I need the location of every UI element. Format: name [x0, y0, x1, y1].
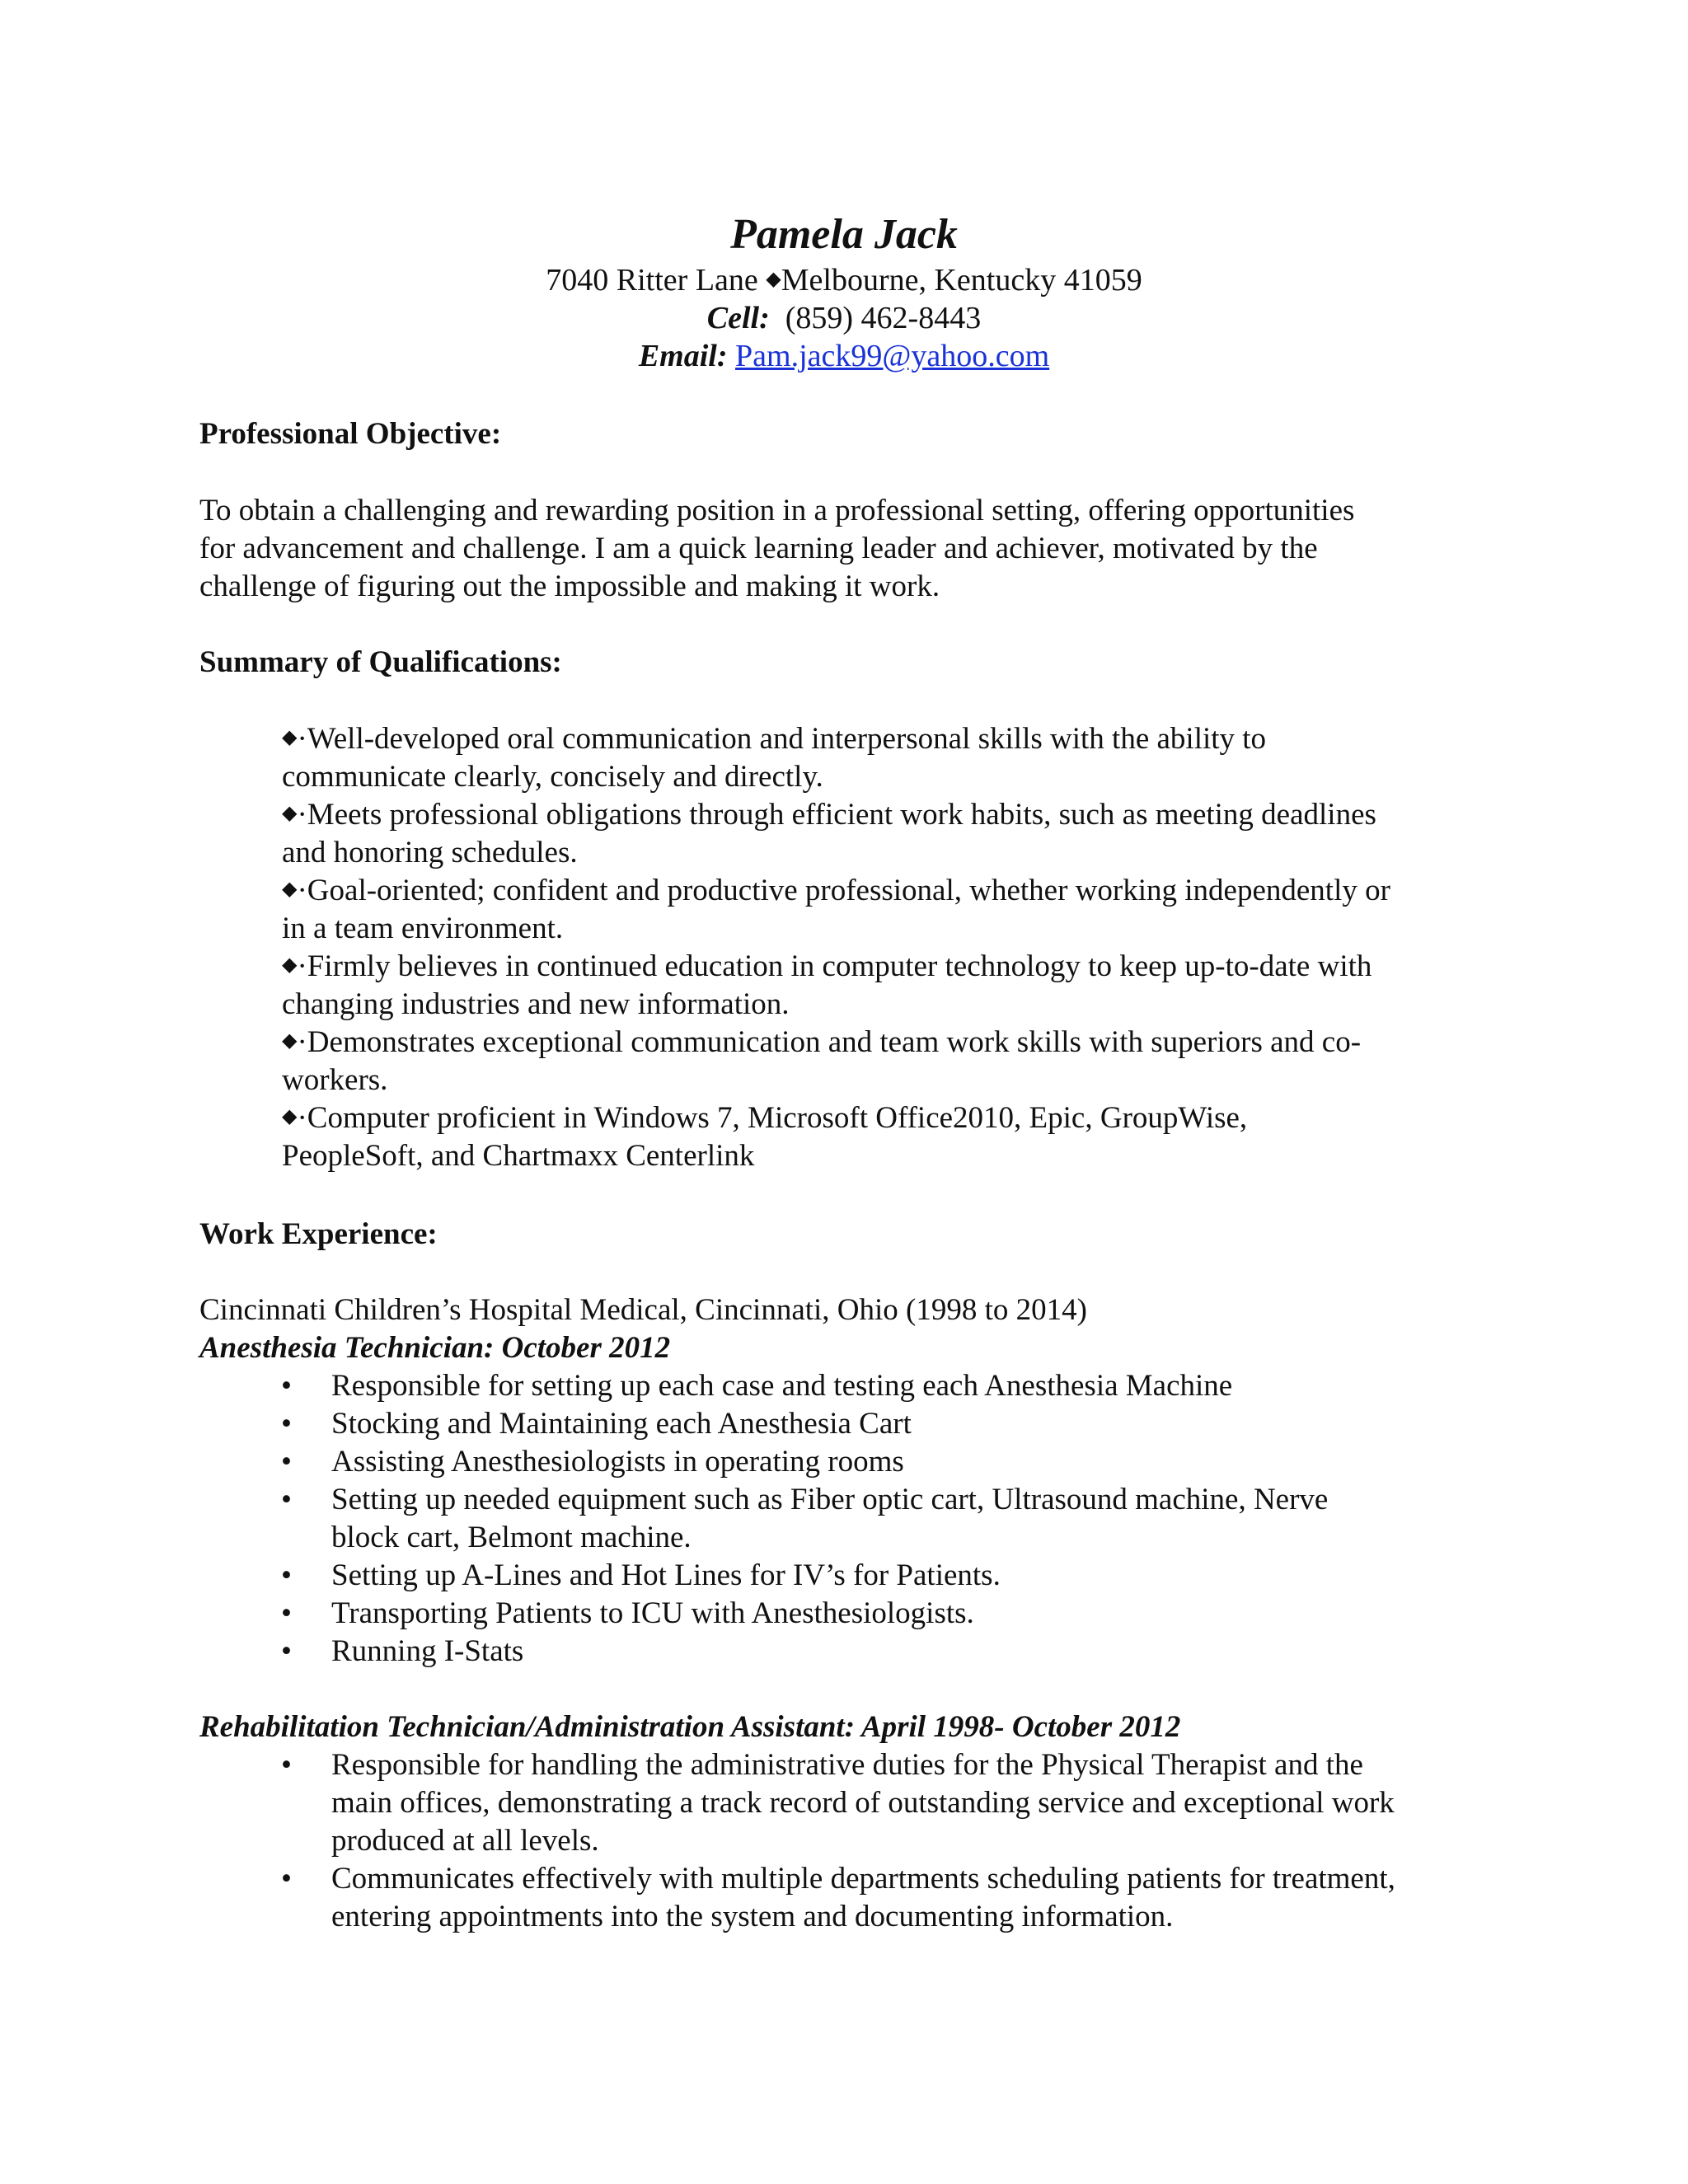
- diamond-bullet-icon: ◆: [282, 803, 298, 824]
- qualification-continuation: changing industries and new information.: [282, 987, 790, 1021]
- bullet-icon: •: [281, 1407, 292, 1441]
- objective-line: challenge of figuring out the impossible and making it work.: [199, 569, 940, 603]
- diamond-separator-icon: ◆: [766, 269, 781, 290]
- bullet-icon: •: [281, 1862, 292, 1896]
- qualifications-heading: Summary of Qualifications:: [199, 645, 562, 679]
- email-line: [0, 338, 1688, 374]
- address-city: Melbourne, Kentucky 41059: [781, 263, 1142, 298]
- diamond-bullet-icon: ◆: [282, 727, 298, 748]
- cell-number: (859) 462-8443: [785, 301, 982, 335]
- address-street: 7040 Ritter Lane: [546, 263, 767, 298]
- bullet-icon: •: [281, 1558, 292, 1592]
- qualification-item: [282, 949, 1372, 984]
- job-bullet-text: Setting up A-Lines and Hot Lines for IV’s for Patients.: [331, 1558, 1001, 1592]
- diamond-bullet-icon: ◆: [282, 1106, 298, 1127]
- job-bullet-text: Communicates effectively with multiple departments scheduling patients for treatment,: [331, 1862, 1395, 1896]
- qualification-item: [282, 721, 1266, 757]
- bullet-dot: ·: [297, 798, 307, 832]
- bullet-dot: ·: [297, 1025, 307, 1059]
- qualification-continuation: in a team environment.: [282, 912, 564, 945]
- employer-line: Cincinnati Children’s Hospital Medical, Cincinnati, Ohio (1998 to 2014): [199, 1293, 1087, 1327]
- bullet-dot: ·: [297, 949, 307, 983]
- qualification-item: [282, 1100, 1247, 1136]
- job-bullet-continuation: entering appointments into the system and documenting information.: [331, 1900, 1174, 1933]
- objective-line: for advancement and challenge. I am a quick learning leader and achiever, motivated by the: [199, 532, 1318, 565]
- qualification-continuation: communicate clearly, concisely and directly.: [282, 760, 823, 794]
- qualification-text: Goal-oriented; confident and productive professional, whether working independently or: [307, 874, 1390, 907]
- job-bullet-text: Transporting Patients to ICU with Anesthesiologists.: [331, 1596, 974, 1630]
- bullet-icon: •: [281, 1445, 292, 1479]
- bullet-icon: •: [281, 1483, 292, 1516]
- bullet-icon: •: [281, 1634, 292, 1668]
- bullet-icon: •: [281, 1369, 292, 1403]
- address-line: [0, 262, 1688, 298]
- email-link[interactable]: Pam.jack99@yahoo.com: [735, 339, 1050, 373]
- email-label: Email:: [638, 339, 728, 373]
- qualification-text: Well-developed oral communication and interpersonal skills with the ability to: [307, 722, 1267, 756]
- qualification-text: Demonstrates exceptional communication and team work skills with superiors and co-: [307, 1025, 1362, 1059]
- job-bullet-text: Responsible for setting up each case and testing each Anesthesia Machine: [331, 1369, 1233, 1403]
- job-bullet-text: Responsible for handling the administrative duties for the Physical Therapist and the: [331, 1748, 1363, 1782]
- qualification-item: [282, 1024, 1361, 1060]
- job-title: Anesthesia Technician: October 2012: [199, 1331, 671, 1365]
- job-bullet-text: Running I-Stats: [331, 1634, 524, 1668]
- qualification-continuation: workers.: [282, 1063, 388, 1097]
- qualification-continuation: and honoring schedules.: [282, 836, 578, 869]
- diamond-bullet-icon: ◆: [282, 954, 298, 976]
- diamond-bullet-icon: ◆: [282, 879, 298, 900]
- job-bullet-text: Stocking and Maintaining each Anesthesia Cart: [331, 1407, 912, 1441]
- applicant-name: Pamela Jack: [730, 211, 958, 258]
- objective-line: To obtain a challenging and rewarding position in a professional setting, offering opportunities: [199, 494, 1355, 527]
- bullet-icon: •: [281, 1596, 292, 1630]
- bullet-dot: ·: [297, 1101, 307, 1135]
- qualification-item: [282, 797, 1376, 832]
- job-bullet-continuation: main offices, demonstrating a track record of outstanding service and exceptional work: [331, 1786, 1395, 1820]
- experience-heading: Work Experience:: [199, 1217, 438, 1251]
- qualification-text: Firmly believes in continued education in computer technology to keep up-to-date with: [307, 949, 1372, 983]
- qualification-text: Computer proficient in Windows 7, Microsoft Office2010, Epic, GroupWise,: [307, 1101, 1248, 1135]
- job-bullet-continuation: block cart, Belmont machine.: [331, 1521, 692, 1554]
- job-title: Rehabilitation Technician/Administration Assistant: April 1998- October 2012: [199, 1710, 1181, 1744]
- job-bullet-continuation: produced at all levels.: [331, 1824, 599, 1858]
- qualification-item: [282, 873, 1390, 908]
- qualification-continuation: PeopleSoft, and Chartmaxx Centerlink: [282, 1139, 755, 1173]
- objective-heading: Professional Objective:: [199, 417, 502, 451]
- cell-label: Cell:: [706, 301, 770, 335]
- qualification-text: Meets professional obligations through efficient work habits, such as meeting deadlines: [307, 798, 1376, 832]
- job-bullet-text: Setting up needed equipment such as Fiber optic cart, Ultrasound machine, Nerve: [331, 1483, 1329, 1516]
- diamond-bullet-icon: ◆: [282, 1030, 298, 1052]
- bullet-icon: •: [281, 1748, 292, 1782]
- bullet-dot: ·: [297, 722, 307, 756]
- cell-line: [0, 300, 1688, 336]
- bullet-dot: ·: [297, 874, 307, 907]
- job-bullet-text: Assisting Anesthesiologists in operating rooms: [331, 1445, 904, 1479]
